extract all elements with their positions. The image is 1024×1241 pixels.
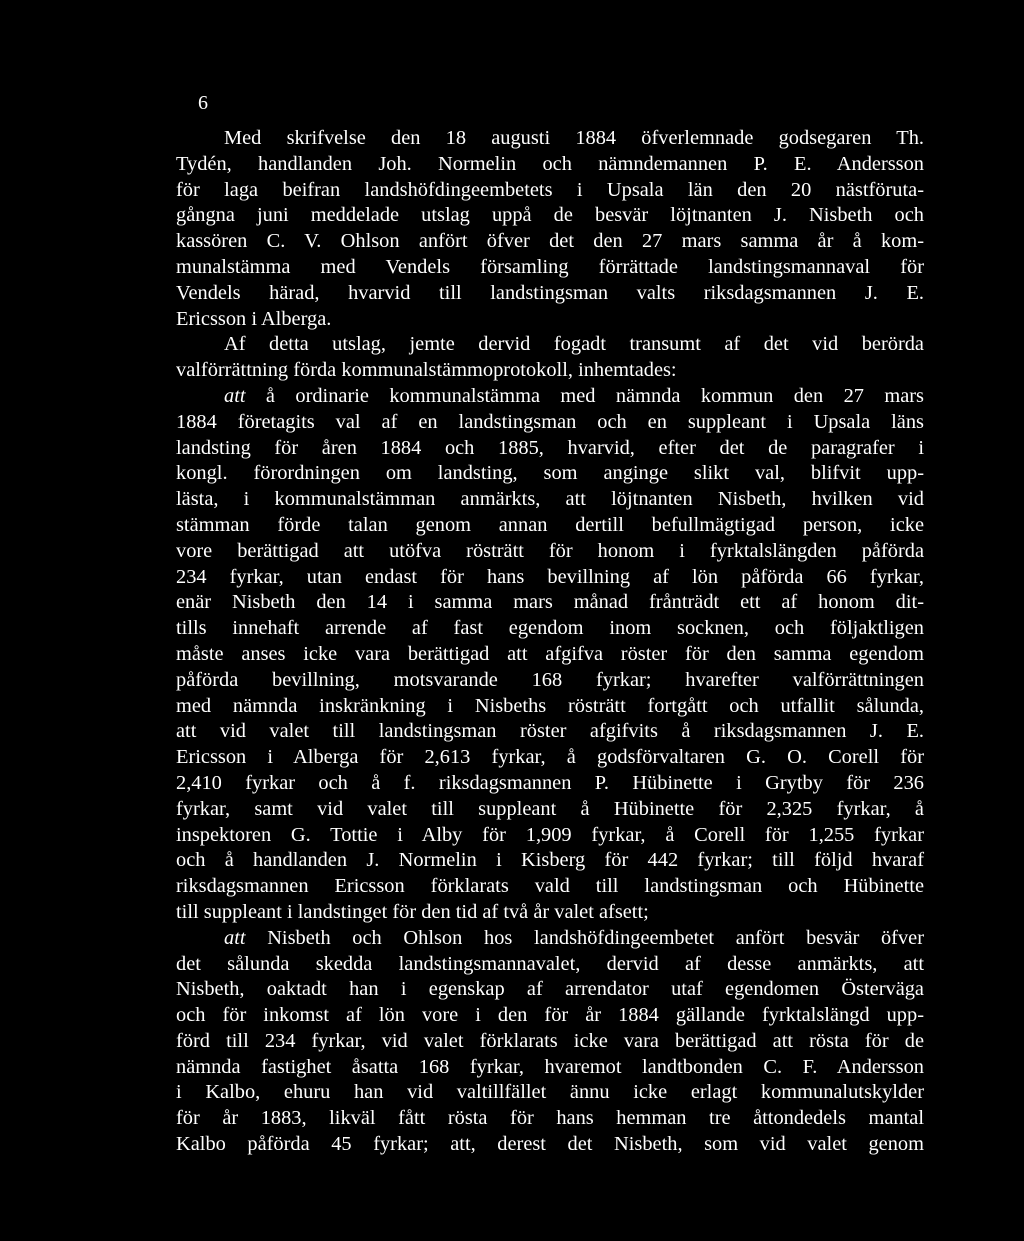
- text-line-content: valförrättning förda kommunalstämmoprotokoll, inhemtades:: [176, 359, 677, 382]
- text-line-content: Tydén, handlanden Joh. Normelin och nämndemannen P. E. Andersson: [176, 152, 924, 175]
- text-line-content: lästa, i kommunalstämman anmärkts, att löjtnanten Nisbeth, hvilken vid: [176, 488, 924, 511]
- text-line-content: munalstämma med Vendels församling förrättade landstingsmannaval för: [176, 255, 924, 278]
- text-line-content: riksdagsmannen Ericsson förklarats vald till landstingsman och Hübinette: [176, 875, 924, 898]
- text-line-content: Med skrifvelse den 18 augusti 1884 öfverlemnade godsegaren Th.: [224, 127, 924, 149]
- text-line: [176, 1029, 924, 1055]
- text-line: [176, 255, 924, 281]
- text-line-content: kongl. förordningen om landsting, som anginge slikt val, blifvit upp-: [176, 462, 924, 485]
- text-line: [176, 178, 924, 204]
- text-line: [176, 1003, 924, 1029]
- text-line: [176, 848, 924, 874]
- text-line: [176, 874, 924, 900]
- text-line: [176, 952, 924, 978]
- text-line-content: för laga beifran landshöfdingeembetets i Upsala län den 20 nästföruta-: [176, 178, 924, 201]
- text-line: [176, 152, 924, 178]
- text-line: [176, 281, 924, 307]
- text-line-content: landsting för åren 1884 och 1885, hvarvid, efter det de paragrafer i: [176, 436, 924, 459]
- text-line-content: det sålunda skedda landstingsmannavalet, dervid af desse anmärkts, att: [176, 952, 924, 975]
- body-text: [176, 126, 924, 1158]
- text-line: [176, 539, 924, 565]
- text-line-content: för år 1883, likväl fått rösta för hans hemman tre åttondedels mantal: [176, 1107, 924, 1130]
- text-line-content: gångna juni meddelade utslag uppå de besvär löjtnanten J. Nisbeth och: [176, 204, 924, 227]
- text-line: [176, 668, 924, 694]
- text-line-content: med nämnda inskränkning i Nisbeths rösträtt fortgått och utfallit sålunda,: [176, 694, 924, 717]
- text-line: [176, 1132, 924, 1158]
- text-line-content: Nisbeth och Ohlson hos landshöfdingeembetet anfört besvär öfver: [245, 926, 924, 949]
- text-line: [176, 513, 924, 539]
- text-line: [176, 307, 924, 333]
- text-line-content: till suppleant i landstinget för den tid af två år valet afsett;: [176, 900, 649, 923]
- text-line-content: Ericsson i Alberga.: [176, 307, 332, 330]
- text-line-content: å ordinarie kommunalstämma med nämnda kommun den 27 mars: [245, 384, 924, 407]
- text-line: [176, 616, 924, 642]
- text-line: [176, 461, 924, 487]
- text-line: [176, 229, 924, 255]
- text-line-content: Ericsson i Alberga för 2,613 fyrkar, å godsförvaltaren G. O. Corell för: [176, 746, 924, 769]
- text-line-content: Kalbo påförda 45 fyrkar; att, derest det Nisbeth, som vid valet genom: [176, 1133, 924, 1156]
- italic-lead: att: [224, 384, 246, 407]
- text-line: [176, 436, 924, 462]
- text-line: [176, 1106, 924, 1132]
- text-line-content: i Kalbo, ehuru han vid valtillfället ännu icke erlagt kommunalutskylder: [176, 1081, 924, 1104]
- text-line-content: och för inkomst af lön vore i den för år 1884 gällande fyrktalslängd upp-: [176, 1004, 924, 1027]
- text-line-content: enär Nisbeth den 14 i samma mars månad frånträdt ett af honom dit-: [176, 591, 924, 614]
- text-line: [176, 203, 924, 229]
- text-line-content: 2,410 fyrkar och å f. riksdagsmannen P. Hübinette i Grytby för 236: [176, 771, 924, 794]
- text-line: [176, 977, 924, 1003]
- text-line-content: Af detta utslag, jemte dervid fogadt transumt af det vid berörda: [224, 333, 924, 356]
- text-line: [176, 332, 924, 358]
- text-line-content: tills innehaft arrende af fast egendom inom socknen, och följaktligen: [176, 617, 924, 640]
- text-line-content: nämnda fastighet åsatta 168 fyrkar, hvaremot landtbonden C. F. Andersson: [176, 1055, 924, 1078]
- text-line: [176, 719, 924, 745]
- text-line: [176, 1055, 924, 1081]
- text-line-content: stämman förde talan genom annan dertill befullmägtigad person, icke: [176, 513, 924, 536]
- text-line: [176, 1080, 924, 1106]
- text-line-content: förd till 234 fyrkar, vid valet förklarats icke vara berättigad att rösta för de: [176, 1029, 924, 1052]
- text-line: [176, 823, 924, 849]
- text-line: [176, 487, 924, 513]
- text-line-content: vore berättigad att utöfva rösträtt för honom i fyrktalslängden påförda: [176, 539, 924, 562]
- text-line-content: 234 fyrkar, utan endast för hans bevillning af lön påförda 66 fyrkar,: [176, 565, 924, 588]
- text-line-content: 1884 företagits val af en landstingsman och en suppleant i Upsala läns: [176, 410, 924, 433]
- text-line: [176, 642, 924, 668]
- text-line-content: och å handlanden J. Normelin i Kisberg för 442 fyrkar; till följd hvaraf: [176, 849, 924, 872]
- text-line-content: fyrkar, samt vid valet till suppleant å Hübinette för 2,325 fyrkar, å: [176, 797, 924, 820]
- text-line: [176, 900, 924, 926]
- text-line-content: inspektoren G. Tottie i Alby för 1,909 fyrkar, å Corell för 1,255 fyrkar: [176, 823, 924, 846]
- page-number: 6: [198, 92, 208, 114]
- text-line: [176, 384, 924, 410]
- text-line: [176, 797, 924, 823]
- text-line: [176, 745, 924, 771]
- text-line-content: kassören C. V. Ohlson anfört öfver det den 27 mars samma år å kom-: [176, 230, 924, 253]
- text-line: [176, 771, 924, 797]
- text-line: [176, 126, 924, 152]
- text-line-content: att vid valet till landstingsman röster afgifvits å riksdagsmannen J. E.: [176, 720, 924, 743]
- text-line-content: Nisbeth, oaktadt han i egenskap af arrendator utaf egendomen Österväga: [176, 978, 924, 1001]
- text-line-content: måste anses icke vara berättigad att afgifva röster för den samma egendom: [176, 642, 924, 665]
- text-line: [176, 590, 924, 616]
- text-line: [176, 410, 924, 436]
- text-line: [176, 565, 924, 591]
- text-line: [176, 358, 924, 384]
- text-line: [176, 926, 924, 952]
- italic-lead: att: [224, 926, 246, 949]
- text-line-content: Vendels härad, hvarvid till landstingsman valts riksdagsmannen J. E.: [176, 281, 924, 304]
- text-line: [176, 694, 924, 720]
- text-line-content: påförda bevillning, motsvarande 168 fyrkar; hvarefter valförrättningen: [176, 668, 924, 691]
